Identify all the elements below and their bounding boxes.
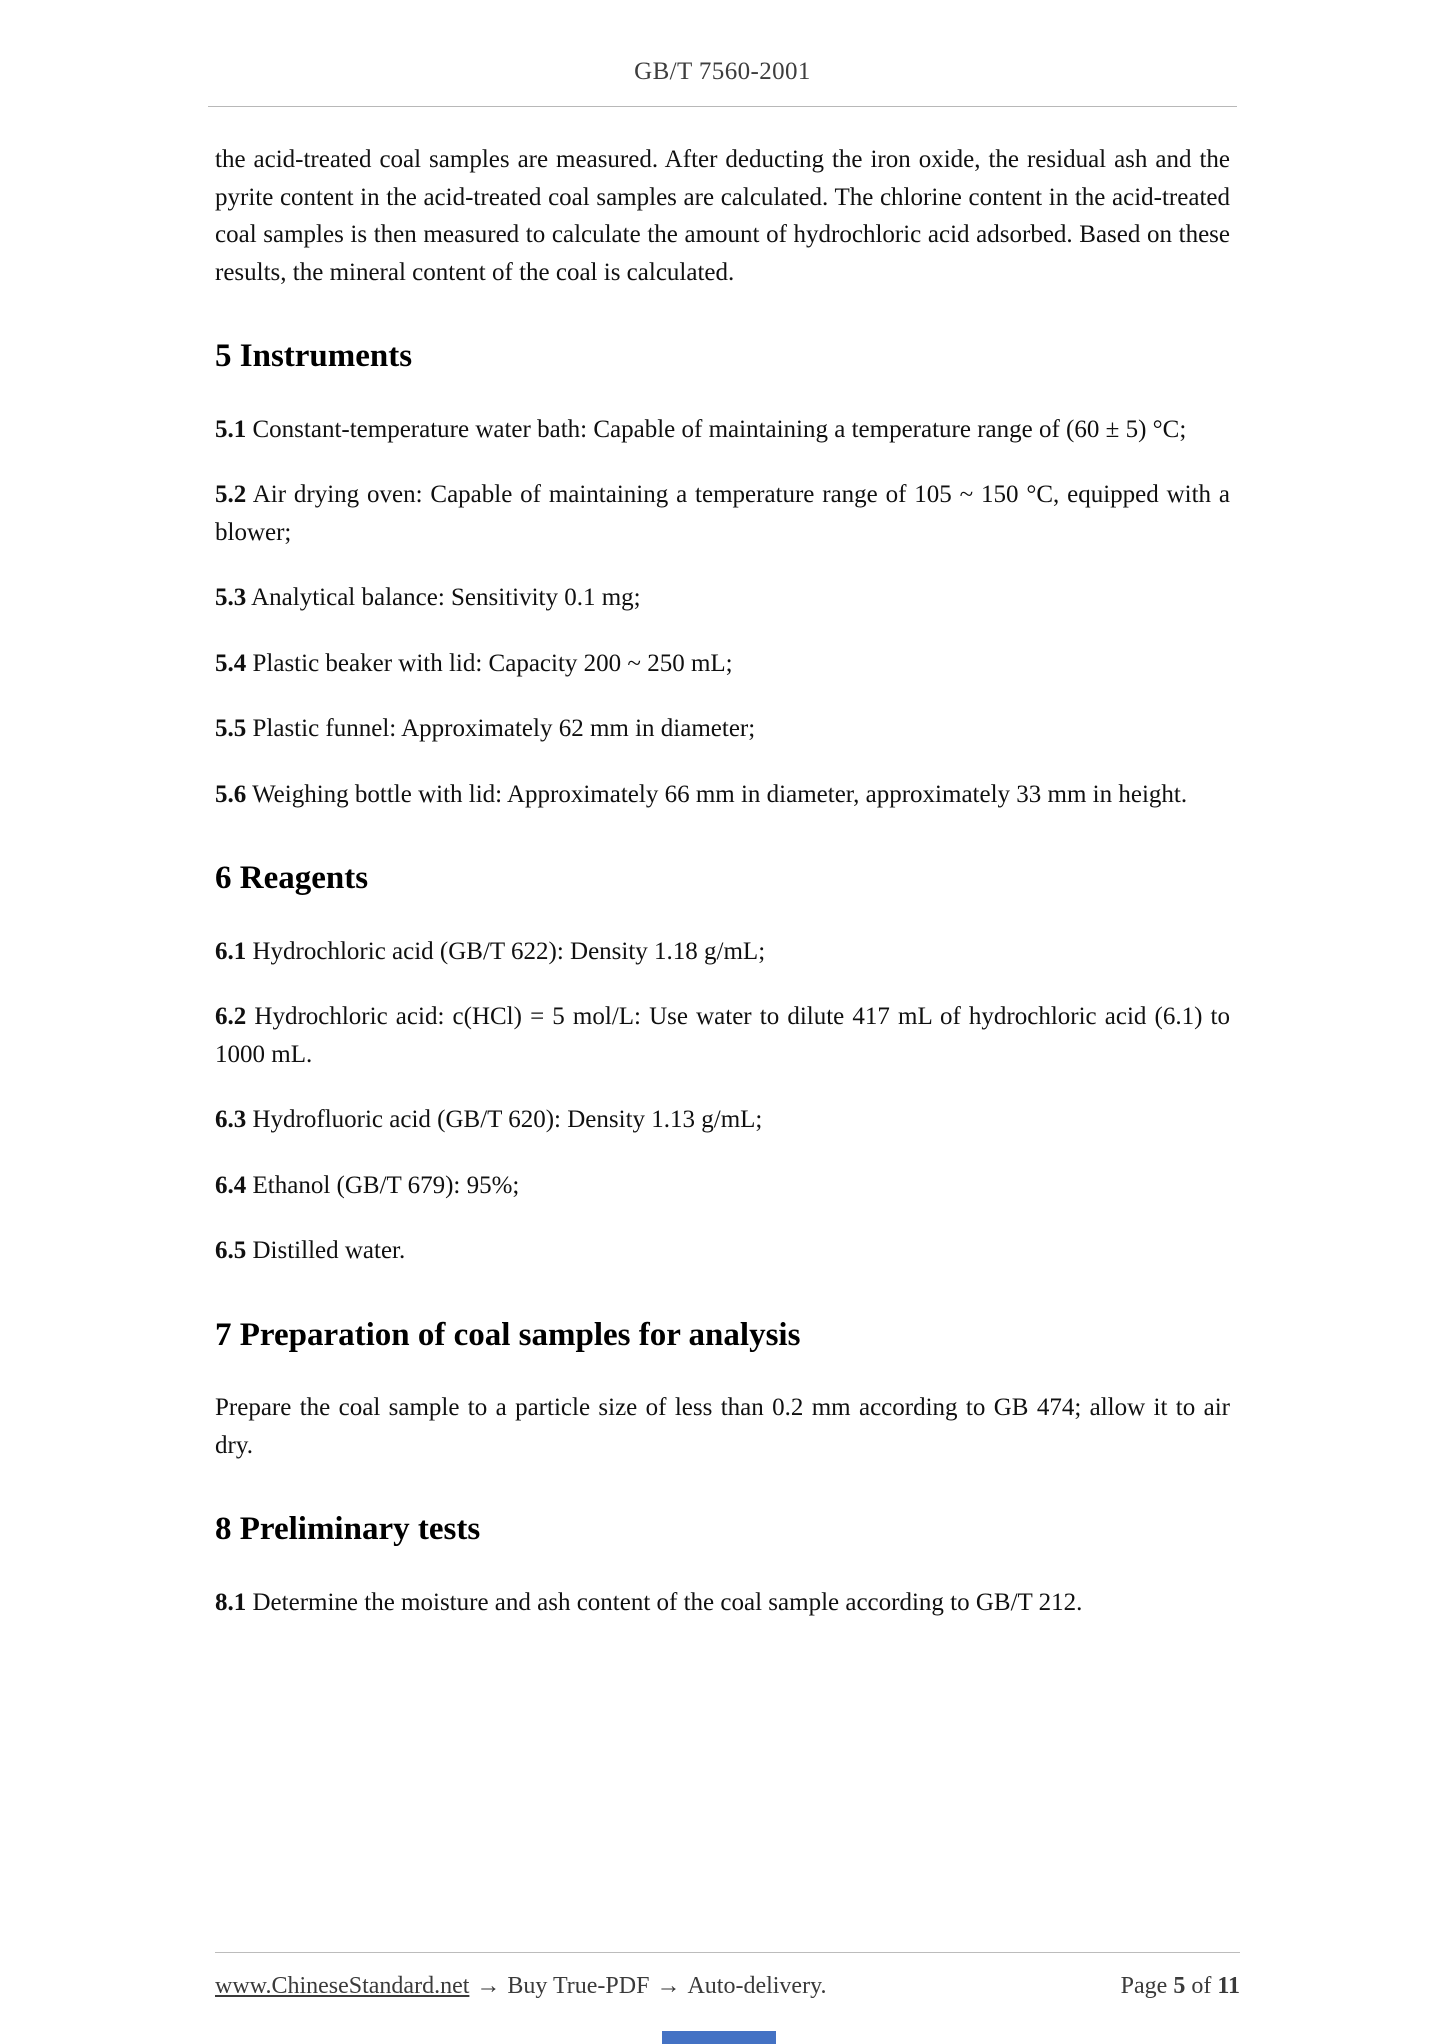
clause-text: Determine the moisture and ash content of the coal sample according to GB/T 212. [252, 1588, 1083, 1616]
right-arrow-icon: → [476, 1973, 501, 1999]
clause-text: Air drying oven: Capable of maintaining a temperature range of 105 ~ 150 °C, equipped with a blower; [215, 481, 1230, 546]
clause-text: Analytical balance: Sensitivity 0.1 mg; [251, 584, 641, 612]
clause-text: Plastic beaker with lid: Capacity 200 ~ 250 mL; [252, 649, 733, 677]
clause-5-2 [215, 476, 1230, 551]
page-indicator [1115, 1973, 1240, 2000]
website-link[interactable]: www.ChineseStandard.net [215, 1973, 470, 1999]
footer-source-line [215, 1973, 834, 2000]
intro-paragraph: the acid-treated coal samples are measured. After deducting the iron oxide, the residual ash and the pyrite content in the acid-treated coal samples are calculated. The chlorine content in the acid-treated coal samples is then measured to calculate the amount of hydrochloric acid adsorbed. Based on these results, the mineral content of the coal is calculated. [215, 146, 1230, 286]
clause-5-3 [215, 579, 1230, 617]
document-body [215, 107, 1230, 1621]
clause-number: 5.5 [215, 715, 247, 743]
total-page-number: 11 [1217, 1973, 1240, 1999]
clause-6-5 [215, 1232, 1230, 1270]
clause-number: 5.3 [215, 584, 247, 612]
clause-number: 6.3 [215, 1106, 247, 1134]
section-heading-reagents: 6 Reagents [215, 860, 369, 897]
clause-number: 6.4 [215, 1171, 247, 1199]
current-page-number: 5 [1173, 1973, 1186, 1999]
of-word: of [1191, 1973, 1212, 1999]
clause-text: Hydrofluoric acid (GB/T 620): Density 1.13 g/mL; [252, 1106, 763, 1134]
clause-5-6 [215, 776, 1230, 814]
bottom-accent-bar [662, 2031, 776, 2044]
delivery-text: Auto-delivery. [687, 1973, 827, 1999]
section-heading-preparation: 7 Preparation of coal samples for analysis [215, 1316, 801, 1353]
clause-5-1 [215, 411, 1230, 449]
clause-number: 6.5 [215, 1237, 247, 1265]
clause-6-4 [215, 1167, 1230, 1205]
document-header [0, 0, 1445, 107]
clause-text: Hydrochloric acid (GB/T 622): Density 1.18 g/mL; [252, 937, 766, 965]
clause-number: 6.1 [215, 937, 247, 965]
footer-divider [215, 1952, 1240, 1953]
clause-text: Constant-temperature water bath: Capable of maintaining a temperature range of (60 ± 5) °C; [252, 415, 1187, 443]
clause-text: Ethanol (GB/T 679): 95%; [252, 1171, 520, 1199]
document-footer [215, 1952, 1240, 2000]
clause-text: Plastic funnel: Approximately 62 mm in diameter; [252, 715, 756, 743]
clause-5-4 [215, 645, 1230, 683]
clause-6-3 [215, 1101, 1230, 1139]
section-heading-preliminary-tests: 8 Preliminary tests [215, 1511, 481, 1548]
clause-number: 6.2 [215, 1003, 247, 1031]
clause-6-2 [215, 998, 1230, 1073]
clause-number: 5.4 [215, 649, 247, 677]
page-word: Page [1120, 1973, 1168, 1999]
clause-number: 5.6 [215, 780, 247, 808]
section-heading-instruments: 5 Instruments [215, 338, 413, 374]
clause-5-5 [215, 710, 1230, 748]
clause-number: 8.1 [215, 1588, 247, 1616]
clause-6-1 [215, 933, 1230, 971]
clause-8-1 [215, 1584, 1230, 1622]
preparation-paragraph: Prepare the coal sample to a particle size of less than 0.2 mm according to GB 474; allow it to air dry. [215, 1394, 1230, 1459]
right-arrow-icon: → [656, 1973, 681, 1999]
clause-text: Hydrochloric acid: c(HCl) = 5 mol/L: Use water to dilute 417 mL of hydrochloric acid (6.1) to 1000 mL. [215, 1003, 1231, 1068]
clause-number: 5.2 [215, 481, 247, 509]
buy-text: Buy True-PDF [507, 1973, 650, 1999]
clause-number: 5.1 [215, 415, 247, 443]
clause-text: Distilled water. [252, 1237, 406, 1265]
clause-text: Weighing bottle with lid: Approximately 66 mm in diameter, approximately 33 mm in height. [252, 780, 1188, 808]
standard-number: GB/T 7560-2001 [634, 58, 811, 85]
